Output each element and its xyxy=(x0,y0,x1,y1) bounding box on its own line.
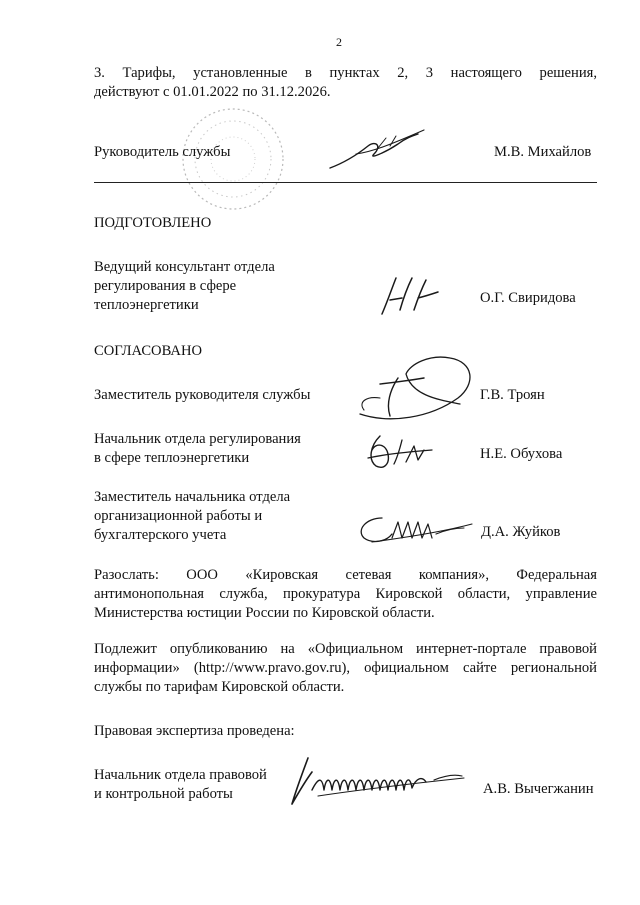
agreed-signature-2 xyxy=(362,426,442,476)
prepared-name: О.Г. Свиридова xyxy=(480,290,576,306)
head-title: Руководитель службы xyxy=(94,144,231,160)
clause-3-line-2: действуют с 01.01.2022 по 31.12.2026. xyxy=(94,84,331,100)
legal-review-text: Правовая экспертиза проведена: xyxy=(94,723,295,739)
clause-3-line-1: 3. Тарифы, установленные в пунктах 2, 3 настоящего решения, xyxy=(94,65,597,81)
publication-line: Подлежит опубликованию на «Официальном интернет-портале правовой xyxy=(94,641,597,657)
head-name: М.В. Михайлов xyxy=(494,144,592,160)
legal-review-position-line: и контрольной работы xyxy=(94,786,233,802)
agreed-position-2-line: в сфере теплоэнергетики xyxy=(94,450,250,466)
agreed-position-2-line: Начальник отдела регулирования xyxy=(94,431,301,447)
legal-review-position xyxy=(94,766,267,804)
prepared-position-line: теплоэнергетики xyxy=(94,297,199,313)
agreed-position-3 xyxy=(94,488,290,545)
agreed-signature-3 xyxy=(352,508,477,553)
prepared-signature xyxy=(374,270,444,320)
agreed-position-3-line: Заместитель начальника отдела xyxy=(94,489,291,505)
page-number: 2 xyxy=(336,35,342,49)
distribution-line: Министерства юстиции России по Кировской области. xyxy=(94,605,435,621)
publication-line: информации» (http://www.pravo.gov.ru), официальном сайте региональной xyxy=(94,660,597,676)
distribution-line: Разослать: ООО «Кировская сетевая компания», Федеральная xyxy=(94,567,597,583)
prepared-position xyxy=(94,258,275,315)
agreed-position-3-line: организационной работы и xyxy=(94,508,263,524)
distribution-paragraph xyxy=(94,566,597,623)
prepared-position-line: регулирования в сфере xyxy=(94,278,237,294)
head-signature xyxy=(326,124,436,174)
agreed-position-3-line: бухгалтерского учета xyxy=(94,527,227,543)
legal-review-position-line: Начальник отдела правовой xyxy=(94,767,267,783)
agreed-name-2: Н.Е. Обухова xyxy=(480,446,563,462)
publication-paragraph xyxy=(94,640,597,697)
agreed-name-1: Г.В. Троян xyxy=(480,387,545,403)
prepared-heading: ПОДГОТОВЛЕНО xyxy=(94,215,212,231)
publication-line: службы по тарифам Кировской области. xyxy=(94,679,345,695)
distribution-line: антимонопольная служба, прокуратура Кировской области, управление xyxy=(94,586,597,602)
agreed-name-3: Д.А. Жуйков xyxy=(481,524,561,540)
separator-line xyxy=(94,182,597,183)
agreed-heading: СОГЛАСОВАНО xyxy=(94,343,203,359)
legal-review-name: А.В. Вычегжанин xyxy=(483,781,594,797)
agreed-position-2 xyxy=(94,430,301,468)
agreed-position-1: Заместитель руководителя службы xyxy=(94,387,311,403)
agreed-signature-1 xyxy=(350,344,480,434)
legal-review-signature xyxy=(288,750,478,810)
prepared-position-line: Ведущий консультант отдела xyxy=(94,259,275,275)
